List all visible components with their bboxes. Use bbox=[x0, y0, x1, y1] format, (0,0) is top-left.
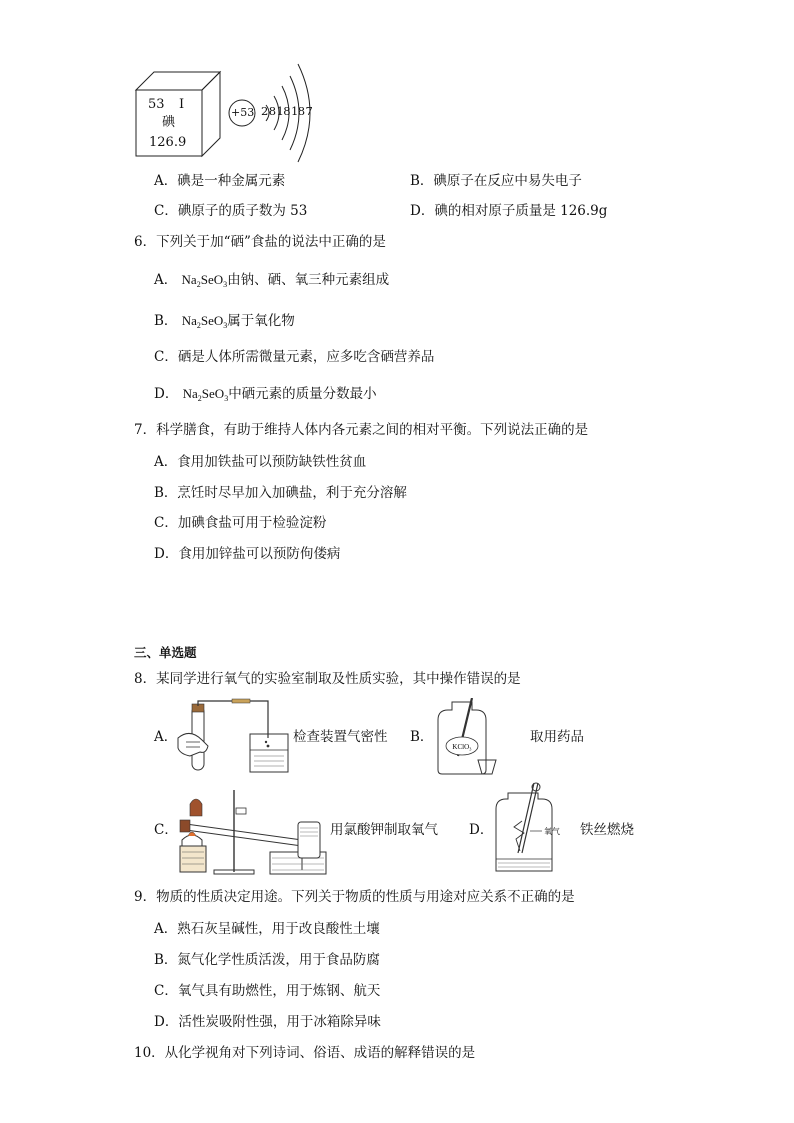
q5-option-d[interactable]: D．碘的相对原子质量是 126.9g bbox=[410, 203, 608, 219]
q8-option-c-caption: 用氯酸钾制取氧气 bbox=[330, 822, 438, 838]
svg-text:KClO₃: KClO₃ bbox=[452, 743, 472, 751]
q8-stem: 8．某同学进行氧气的实验室制取及性质实验，其中操作错误的是 bbox=[134, 671, 521, 687]
q7-option-a[interactable]: A．食用加铁盐可以预防缺铁性贫血 bbox=[154, 454, 367, 470]
q7-option-b[interactable]: B．烹饪时尽早加入加碘盐，利于充分溶解 bbox=[154, 485, 407, 501]
cell-atomic-mass: 126.9 bbox=[149, 135, 187, 150]
iron-wire-combustion-image bbox=[490, 781, 572, 877]
q8-option-d-letter[interactable]: D． bbox=[469, 822, 494, 838]
q8-option-b-caption: 取用药品 bbox=[530, 729, 584, 745]
q8-option-a-caption: 检查装置气密性 bbox=[293, 729, 388, 745]
section-title: 三、单选题 bbox=[134, 645, 197, 660]
q6-option-b[interactable]: B． $Na_2SeO_3$属于氧化物 bbox=[154, 313, 295, 330]
q6-option-d[interactable]: D． $Na_2SeO_3$中硒元素的质量分数最小 bbox=[154, 386, 377, 403]
reagent-bottle-image bbox=[432, 698, 502, 778]
q7-stem: 7．科学膳食，有助于维持人体内各元素之间的相对平衡。下列说法正确的是 bbox=[134, 422, 589, 438]
oxygen-generation-apparatus-image bbox=[174, 784, 329, 876]
q6-stem: 6．下列关于加“硒”食盐的说法中正确的是 bbox=[134, 234, 386, 250]
q7-option-c[interactable]: C．加碘食盐可用于检验淀粉 bbox=[154, 515, 327, 531]
q9-option-b[interactable]: B．氮气化学性质活泼，用于食品防腐 bbox=[154, 952, 380, 968]
q8-option-b-letter[interactable]: B． bbox=[410, 729, 434, 745]
q9-option-c[interactable]: C．氧气具有助燃性，用于炼钢、航天 bbox=[154, 983, 381, 999]
cell-name: 碘 bbox=[162, 115, 176, 130]
q7-option-d[interactable]: D．食用加锌盐可以预防佝偻病 bbox=[154, 546, 341, 562]
q5-option-c[interactable]: C．碘原子的质子数为 53 bbox=[154, 203, 308, 219]
q8-option-d-caption: 铁丝燃烧 bbox=[580, 822, 634, 838]
q9-option-d[interactable]: D．活性炭吸附性强，用于冰箱除异味 bbox=[154, 1014, 381, 1030]
q8-option-a-letter[interactable]: A． bbox=[154, 729, 178, 745]
cell-atomic-number: 53 bbox=[148, 97, 165, 112]
q6-option-a[interactable]: A． $Na_2SeO_3$由钠、硒、氧三种元素组成 bbox=[154, 272, 390, 289]
q8-option-c-letter[interactable]: C． bbox=[154, 822, 178, 838]
formula-na2seo3: $Na_2SeO_3$ bbox=[181, 313, 228, 330]
nucleus-charge: +53 bbox=[231, 106, 255, 119]
formula-na2seo3: $Na_2SeO_3$ bbox=[181, 272, 228, 289]
q5-option-b[interactable]: B．碘原子在反应中易失电子 bbox=[410, 173, 582, 189]
cell-symbol: I bbox=[179, 97, 185, 112]
electron-shells: 2 8 18 18 7 bbox=[261, 104, 313, 118]
q9-stem: 9．物质的性质决定用途。下列关于物质的性质与用途对应关系不正确的是 bbox=[134, 889, 575, 905]
q6-option-c[interactable]: C．硒是人体所需微量元素，应多吃含硒营养品 bbox=[154, 349, 435, 365]
q9-option-a[interactable]: A．熟石灰呈碱性，用于改良酸性土壤 bbox=[154, 921, 380, 937]
q10-stem: 10．从化学视角对下列诗词、俗语、成语的解释错误的是 bbox=[134, 1045, 476, 1061]
formula-na2seo3: $Na_2SeO_3$ bbox=[182, 386, 229, 403]
svg-text:氧气: 氧气 bbox=[544, 827, 560, 836]
q5-option-a[interactable]: A．碘是一种金属元素 bbox=[154, 173, 286, 189]
airtightness-apparatus-image bbox=[176, 698, 291, 776]
